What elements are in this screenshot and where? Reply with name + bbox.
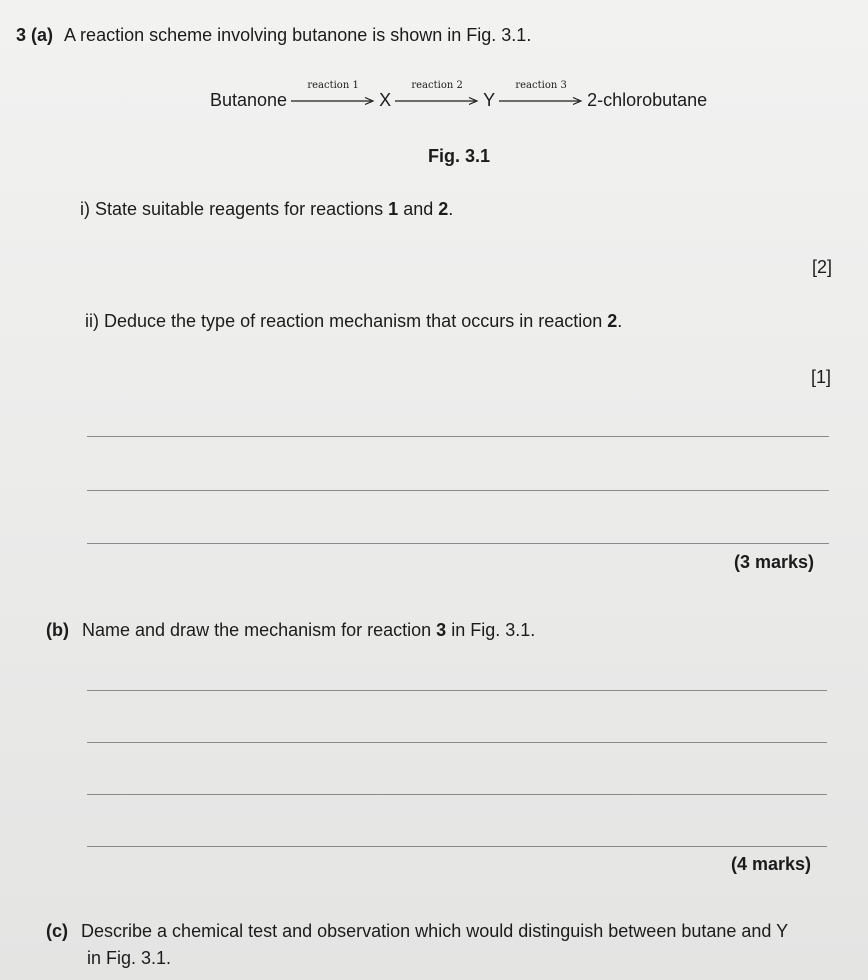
reaction-arrow-3 [499,80,583,116]
part-c-question [46,920,788,942]
part-c-text-line-1: Describe a chemical test and observation which would distinguish between butane and Y [81,921,789,941]
part-a-total-marks: (3 marks) [734,552,815,572]
part-a-label: (a) [31,25,54,45]
part-b-suffix: in Fig. 3.1. [446,620,536,640]
reaction-arrow-3-label: reaction 3 [515,80,567,91]
scheme-x: X [379,90,392,110]
reaction-arrow-2-label: reaction 2 [411,80,463,91]
sub-question-i-marks: [2] [812,257,833,277]
answer-line[interactable] [87,846,827,847]
sub-question-ii-suffix: . [617,311,623,331]
answer-line[interactable] [87,436,829,437]
scheme-end: 2-chlorobutane [587,90,708,110]
sub-question-i-text: i) State suitable reagents for reactions [80,199,389,219]
sub-question-i-reaction-2: 2 [438,199,449,219]
arrow-1-icon [291,96,375,106]
part-c-label: (c) [46,921,68,941]
part-b-text: Name and draw the mechanism for reaction [82,620,437,640]
part-c-text-line-2: in Fig. 3.1. [87,948,172,968]
sub-question-ii [85,310,622,332]
reaction-arrow-1 [291,80,375,116]
sub-question-i [80,198,453,220]
part-b-question [46,619,535,641]
reaction-scheme [210,80,707,116]
sub-question-ii-text: ii) Deduce the type of reaction mechanism that occurs in reaction [85,311,608,331]
sub-question-i-and: and [398,199,439,219]
reaction-arrow-2 [395,80,479,116]
answer-line[interactable] [87,690,827,691]
answer-line[interactable] [87,794,827,795]
part-b-reaction: 3 [436,620,447,640]
arrow-2-icon [395,96,479,106]
answer-line[interactable] [87,742,827,743]
figure-caption: Fig. 3.1 [428,146,491,166]
sub-question-i-suffix: . [448,199,454,219]
part-a-intro: A reaction scheme involving butanone is shown in Fig. 3.1. [64,25,532,45]
sub-question-i-reaction-1: 1 [388,199,399,219]
scheme-start: Butanone [210,90,288,110]
reaction-arrow-1-label: reaction 1 [307,80,359,91]
answer-line[interactable] [87,543,829,544]
arrow-3-icon [499,96,583,106]
answer-line[interactable] [87,490,829,491]
part-b-label: (b) [46,620,69,640]
sub-question-ii-marks: [1] [811,367,832,387]
question-header [16,24,531,46]
sub-question-ii-reaction: 2 [607,311,618,331]
question-number: 3 [16,25,27,45]
scheme-y: Y [483,90,496,110]
part-b-total-marks: (4 marks) [731,854,812,874]
